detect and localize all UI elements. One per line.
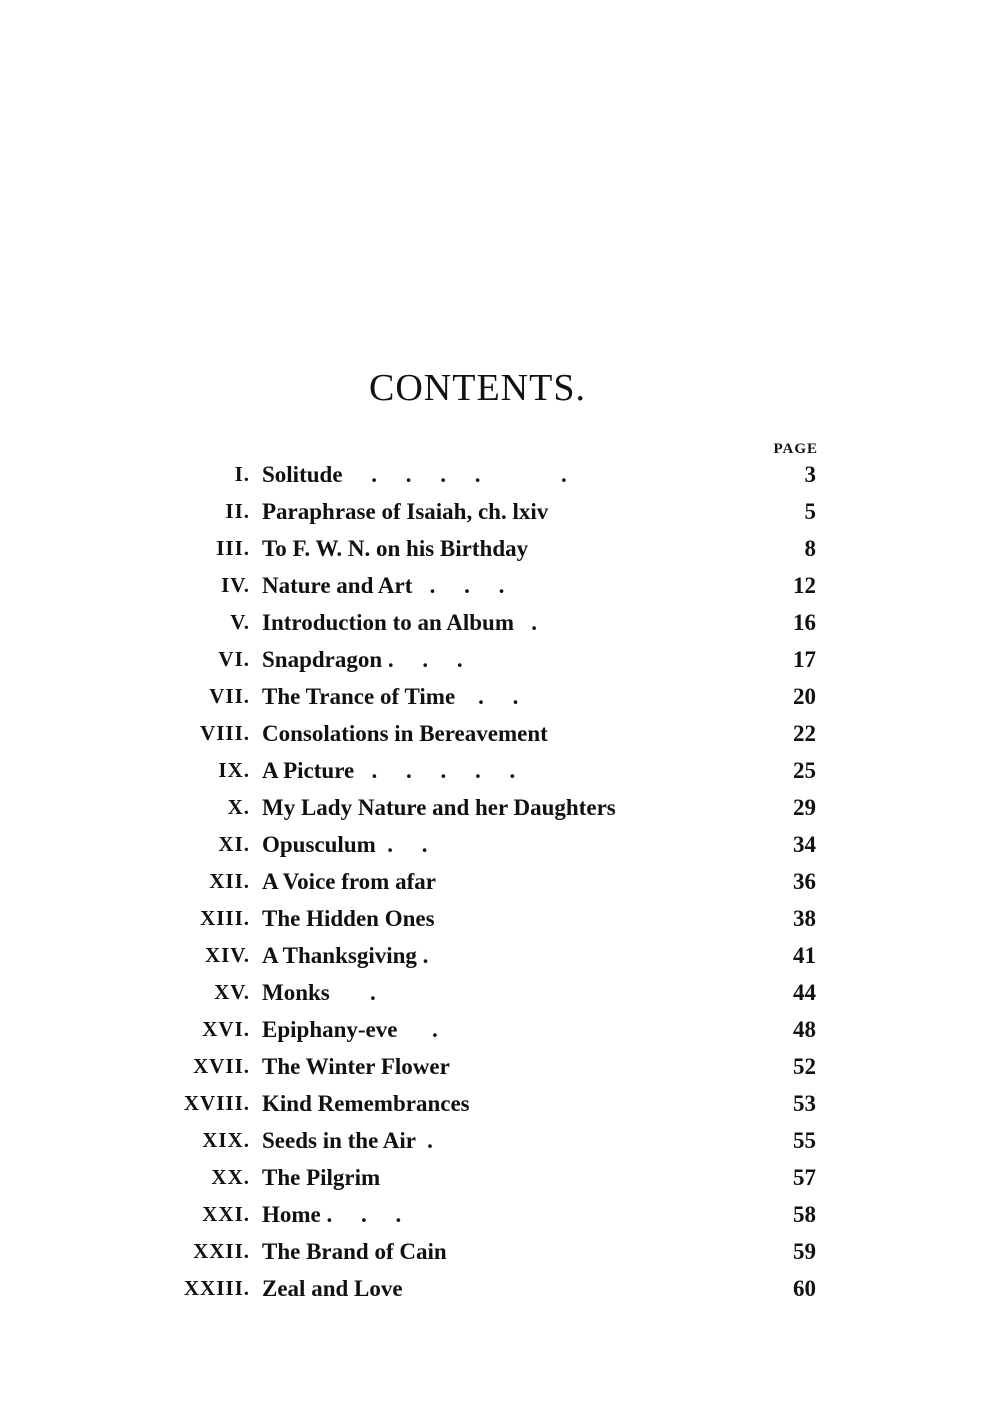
toc-entry-page: 41 [793, 943, 816, 968]
toc-entry-title: The Pilgrim [262, 1165, 381, 1190]
toc-entry-10 [0, 789, 1000, 826]
toc-entry-15 [0, 974, 1000, 1011]
toc-entry-page: 58 [793, 1202, 816, 1227]
toc-entry-18 [0, 1085, 1000, 1122]
toc-entry-page: 34 [793, 832, 816, 857]
toc-entry-number: XVII. [193, 1054, 250, 1078]
toc-entry-title: Introduction to an Album . [262, 610, 538, 635]
toc-entry-page: 55 [793, 1128, 816, 1153]
toc-entry-number: VI. [218, 647, 250, 671]
toc-entry-number: XVIII. [183, 1091, 250, 1115]
toc-entry-number: I. [234, 462, 250, 486]
table-of-contents [0, 456, 1000, 1307]
toc-entry-number: XXII. [193, 1239, 250, 1263]
toc-entry-21 [0, 1196, 1000, 1233]
toc-entry-number: XI. [218, 832, 250, 856]
toc-entry-title: The Brand of Cain [262, 1239, 447, 1264]
toc-entry-page: 38 [793, 906, 816, 931]
toc-entry-page: 22 [793, 721, 816, 746]
toc-entry-title: The Trance of Time . . [262, 684, 519, 709]
toc-entry-number: XII. [209, 869, 250, 893]
page-column-label: PAGE [773, 441, 818, 457]
toc-entry-title: A Thanksgiving . [262, 943, 429, 968]
toc-entry-5 [0, 604, 1000, 641]
toc-entry-6 [0, 641, 1000, 678]
toc-entry-title: Opusculum . . [262, 832, 428, 857]
toc-entry-page: 3 [804, 462, 816, 487]
toc-entry-page: 48 [793, 1017, 816, 1042]
toc-entry-page: 29 [793, 795, 816, 820]
toc-entry-3 [0, 530, 1000, 567]
toc-entry-page: 57 [793, 1165, 816, 1190]
toc-entry-page: 16 [793, 610, 816, 635]
toc-entry-number: V. [230, 610, 250, 634]
toc-entry-19 [0, 1122, 1000, 1159]
toc-entry-number: XVI. [202, 1017, 250, 1041]
toc-entry-title: The Winter Flower [262, 1054, 450, 1079]
toc-entry-number: IX. [218, 758, 250, 782]
toc-entry-title: Zeal and Love [262, 1276, 403, 1301]
toc-entry-11 [0, 826, 1000, 863]
toc-entry-number: XV. [214, 980, 250, 1004]
toc-entry-1 [0, 456, 1000, 493]
toc-entry-title: The Hidden Ones [262, 906, 435, 931]
toc-entry-number: XXIII. [183, 1276, 250, 1300]
toc-entry-title: Epiphany-eve . [262, 1017, 438, 1042]
toc-entry-page: 60 [793, 1276, 816, 1301]
toc-entry-number: XX. [211, 1165, 250, 1189]
toc-entry-2 [0, 493, 1000, 530]
toc-entry-title: Kind Remembrances [262, 1091, 470, 1116]
toc-entry-page: 52 [793, 1054, 816, 1079]
toc-entry-13 [0, 900, 1000, 937]
toc-entry-16 [0, 1011, 1000, 1048]
toc-entry-page: 44 [793, 980, 816, 1005]
toc-entry-title: Paraphrase of Isaiah, ch. lxiv [262, 499, 549, 524]
toc-entry-8 [0, 715, 1000, 752]
toc-entry-page: 12 [793, 573, 816, 598]
toc-entry-title: Seeds in the Air . [262, 1128, 433, 1153]
toc-entry-number: XXI. [202, 1202, 250, 1226]
toc-entry-number: II. [225, 499, 250, 523]
toc-entry-title: Snapdragon . . . [262, 647, 463, 672]
toc-entry-number: XIV. [204, 943, 250, 967]
toc-entry-page: 8 [804, 536, 816, 561]
page-title: CONTENTS. [369, 367, 586, 409]
toc-entry-title: Monks . [262, 980, 376, 1005]
toc-entry-14 [0, 937, 1000, 974]
toc-entry-number: VII. [209, 684, 250, 708]
toc-entry-20 [0, 1159, 1000, 1196]
toc-entry-4 [0, 567, 1000, 604]
toc-entry-title: Solitude . . . . . [262, 462, 567, 487]
toc-entry-number: VIII. [200, 721, 250, 745]
toc-entry-title: My Lady Nature and her Daughters [262, 795, 616, 820]
toc-entry-page: 59 [793, 1239, 816, 1264]
toc-entry-page: 17 [793, 647, 816, 672]
toc-entry-7 [0, 678, 1000, 715]
toc-entry-title: Home . . . [262, 1202, 402, 1227]
toc-entry-page: 20 [793, 684, 816, 709]
toc-entry-12 [0, 863, 1000, 900]
toc-entry-title: Nature and Art . . . [262, 573, 505, 598]
toc-entry-number: III. [216, 536, 250, 560]
toc-entry-title: A Picture . . . . . [262, 758, 516, 783]
toc-entry-title: A Voice from afar [262, 869, 436, 894]
toc-entry-9 [0, 752, 1000, 789]
toc-entry-page: 5 [804, 499, 816, 524]
toc-entry-23 [0, 1270, 1000, 1307]
toc-entry-page: 36 [793, 869, 816, 894]
toc-entry-number: X. [227, 795, 250, 819]
toc-entry-number: XIX. [202, 1128, 250, 1152]
toc-entry-number: XIII. [200, 906, 250, 930]
toc-entry-page: 25 [793, 758, 816, 783]
toc-entry-number: IV. [221, 573, 250, 597]
toc-entry-title: Consolations in Bereavement [262, 721, 548, 746]
toc-entry-22 [0, 1233, 1000, 1270]
toc-entry-title: To F. W. N. on his Birthday [262, 536, 529, 561]
toc-entry-page: 53 [793, 1091, 816, 1116]
toc-entry-17 [0, 1048, 1000, 1085]
